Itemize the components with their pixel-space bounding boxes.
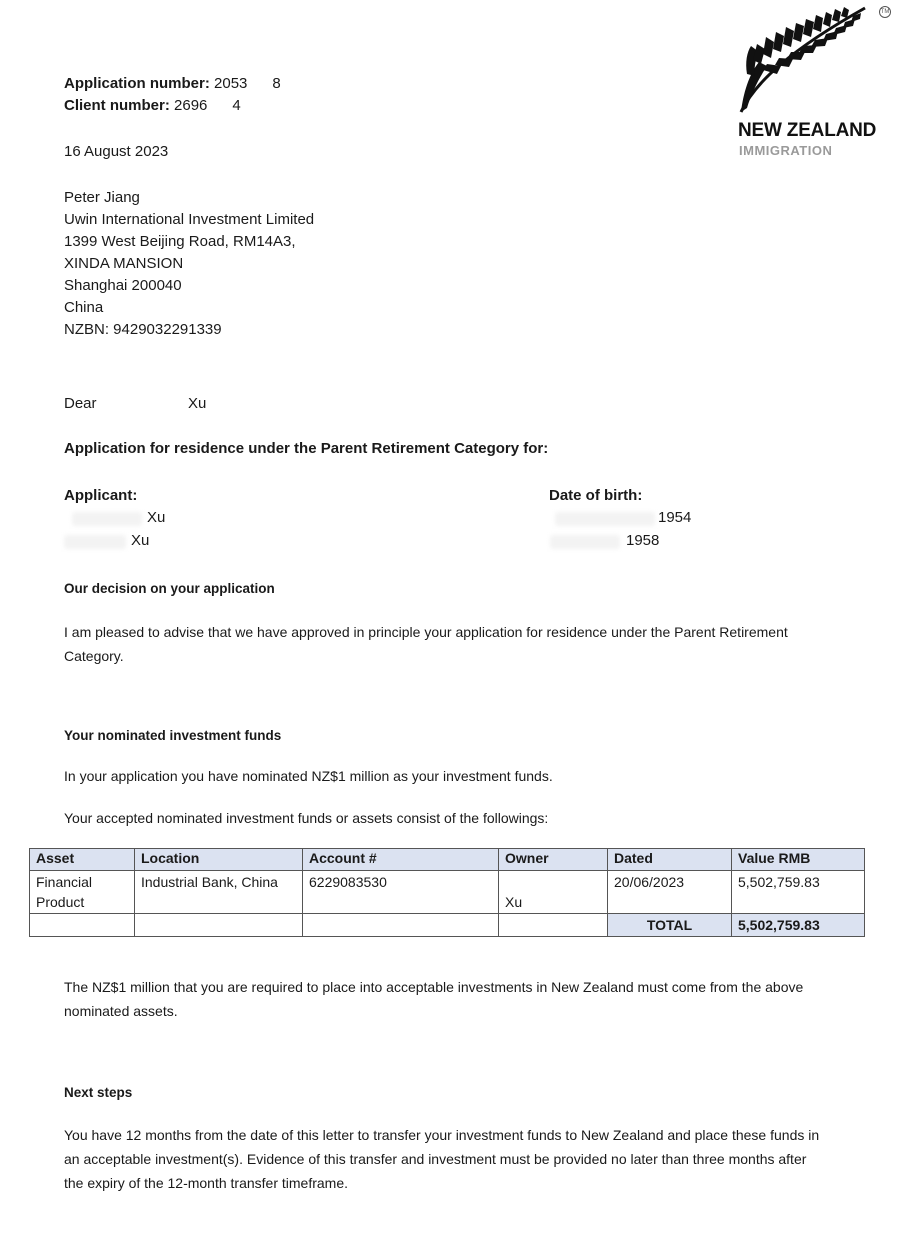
- redacted-dob: [555, 512, 655, 526]
- empty-cell: [499, 914, 608, 937]
- cell-asset: Financial Product: [30, 871, 135, 914]
- silver-fern-icon: [737, 4, 877, 116]
- redacted-name: [64, 535, 126, 549]
- column-header: Location: [135, 849, 303, 871]
- funds-heading: Your nominated investment funds: [64, 728, 282, 743]
- address-line: XINDA MANSION: [64, 255, 184, 272]
- cell-account: 6229083530: [303, 871, 499, 914]
- nz-immigration-logo: [737, 4, 892, 162]
- total-label: TOTAL: [608, 914, 732, 937]
- next-steps-heading: Next steps: [64, 1085, 133, 1100]
- column-header: Account #: [303, 849, 499, 871]
- applicant-dob: 1958: [626, 532, 660, 549]
- empty-cell: [135, 914, 303, 937]
- redacted-dob: [550, 535, 620, 549]
- funds-paragraph: In your application you have nominated NZ$1 million as your investment funds.: [64, 768, 553, 784]
- decision-text: I am pleased to advise that we have approved in principle your application for residence under the Parent Retirement Category.: [64, 624, 788, 664]
- requirement-text: The NZ$1 million that you are required to place into acceptable investments in New Zealand must come from the above nominated assets.: [64, 979, 804, 1019]
- total-value: 5,502,759.83: [732, 914, 865, 937]
- trademark-icon: TM: [879, 6, 891, 18]
- salutation-name: Xu: [188, 395, 207, 412]
- address-line: China: [64, 299, 104, 316]
- letter-date: 16 August 2023: [64, 143, 169, 160]
- applicant-name: Xu: [131, 532, 150, 549]
- logo-subtitle: IMMIGRATION: [739, 143, 833, 158]
- next-steps-text: You have 12 months from the date of this letter to transfer your investment funds to New Zealand and place these funds in an acceptable investment(s). Evidence of this transfer and investment must be provided no later than three months after the expiry of the 12-month transfer timeframe.: [64, 1127, 820, 1191]
- table-row: [30, 871, 865, 914]
- client-number: Client number: 2696 4: [64, 97, 241, 114]
- table-total-row: [30, 914, 865, 937]
- subject-heading: Application for residence under the Parent Retirement Category for:: [64, 440, 549, 457]
- funds-paragraph: Your accepted nominated investment funds or assets consist of the followings:: [64, 810, 549, 826]
- dob-label: Date of birth:: [549, 487, 643, 504]
- empty-cell: [30, 914, 135, 937]
- redacted-name: [72, 512, 142, 526]
- address-line: Shanghai 200040: [64, 277, 182, 294]
- address-line: Uwin International Investment Limited: [64, 211, 315, 228]
- decision-heading: Our decision on your application: [64, 581, 275, 596]
- cell-dated: 20/06/2023: [608, 871, 732, 914]
- applicant-name: Xu: [147, 509, 166, 526]
- column-header: Dated: [608, 849, 732, 871]
- address-line: 1399 West Beijing Road, RM14A3,: [64, 233, 296, 250]
- application-number: Application number: 2053 8: [64, 75, 281, 92]
- empty-cell: [303, 914, 499, 937]
- cell-owner: Xu: [499, 871, 608, 914]
- cell-value: 5,502,759.83: [732, 871, 865, 914]
- address-block: [64, 187, 314, 341]
- applicant-dob: 1954: [658, 509, 692, 526]
- address-line: NZBN: 9429032291339: [64, 321, 222, 338]
- logo-title: NEW ZEALAND: [738, 120, 877, 141]
- applicant-label: Applicant:: [64, 487, 138, 504]
- column-header: Value RMB: [732, 849, 865, 871]
- column-header: Owner: [499, 849, 608, 871]
- salutation-dear: Dear: [64, 395, 97, 412]
- table-header-row: [30, 849, 865, 871]
- cell-location: Industrial Bank, China: [135, 871, 303, 914]
- column-header: Asset: [30, 849, 135, 871]
- address-line: Peter Jiang: [64, 189, 140, 206]
- assets-table: [29, 848, 865, 937]
